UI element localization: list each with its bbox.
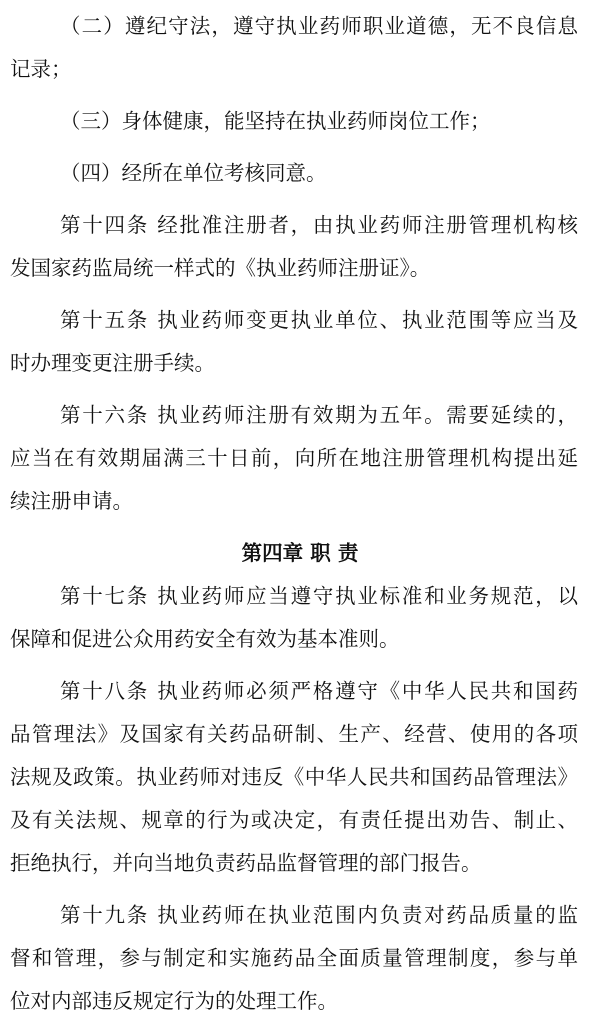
text-line: 时办理变更注册手续。: [10, 351, 215, 375]
text-line: 第十八条 执业药师必须严格遵守《中华人民共和国药: [60, 679, 578, 703]
text-line: （三）身体健康，能坚持在执业药师岗位工作；: [60, 109, 491, 133]
text-line: 督和管理，参与制定和实施药品全面质量管理制度，参与单: [10, 946, 578, 970]
text-line: 拒绝执行，并向当地负责药品监督管理的部门报告。: [10, 851, 482, 875]
text-line: 位对内部违反规定行为的处理工作。: [10, 989, 338, 1013]
text-line: 法规及政策。执业药师对违反《中华人民共和国药品管理法》: [10, 765, 578, 789]
text-line: 第十四条 经批准注册者，由执业药师注册管理机构核: [60, 213, 578, 237]
text-line: 续注册申请。: [10, 489, 133, 513]
text-line: （二）遵纪守法，遵守执业药师职业道德，无不良信息: [60, 14, 578, 38]
text-line: 品管理法》及国家有关药品研制、生产、经营、使用的各项: [10, 722, 578, 746]
text-line: （四）经所在单位考核同意。: [60, 161, 327, 185]
text-line: 第十五条 执业药师变更执业单位、执业范围等应当及: [60, 308, 578, 332]
text-line: 第十六条 执业药师注册有效期为五年。需要延续的，: [60, 403, 578, 427]
text-line: 记录；: [10, 57, 72, 81]
text-line: 第十七条 执业药师应当遵守执业标准和业务规范，以: [60, 584, 578, 608]
text-line: 应当在有效期届满三十日前，向所在地注册管理机构提出延: [10, 446, 578, 470]
text-line: 及有关法规、规章的行为或决定，有责任提出劝告、制止、: [10, 808, 578, 832]
text-line: 第十九条 执业药师在执业范围内负责对药品质量的监: [60, 903, 578, 927]
text-line: 保障和促进公众用药安全有效为基本准则。: [10, 627, 400, 651]
chapter-heading: 第四章 职 责: [241, 541, 359, 565]
text-line: 发国家药监局统一样式的《执业药师注册证》。: [10, 256, 431, 280]
